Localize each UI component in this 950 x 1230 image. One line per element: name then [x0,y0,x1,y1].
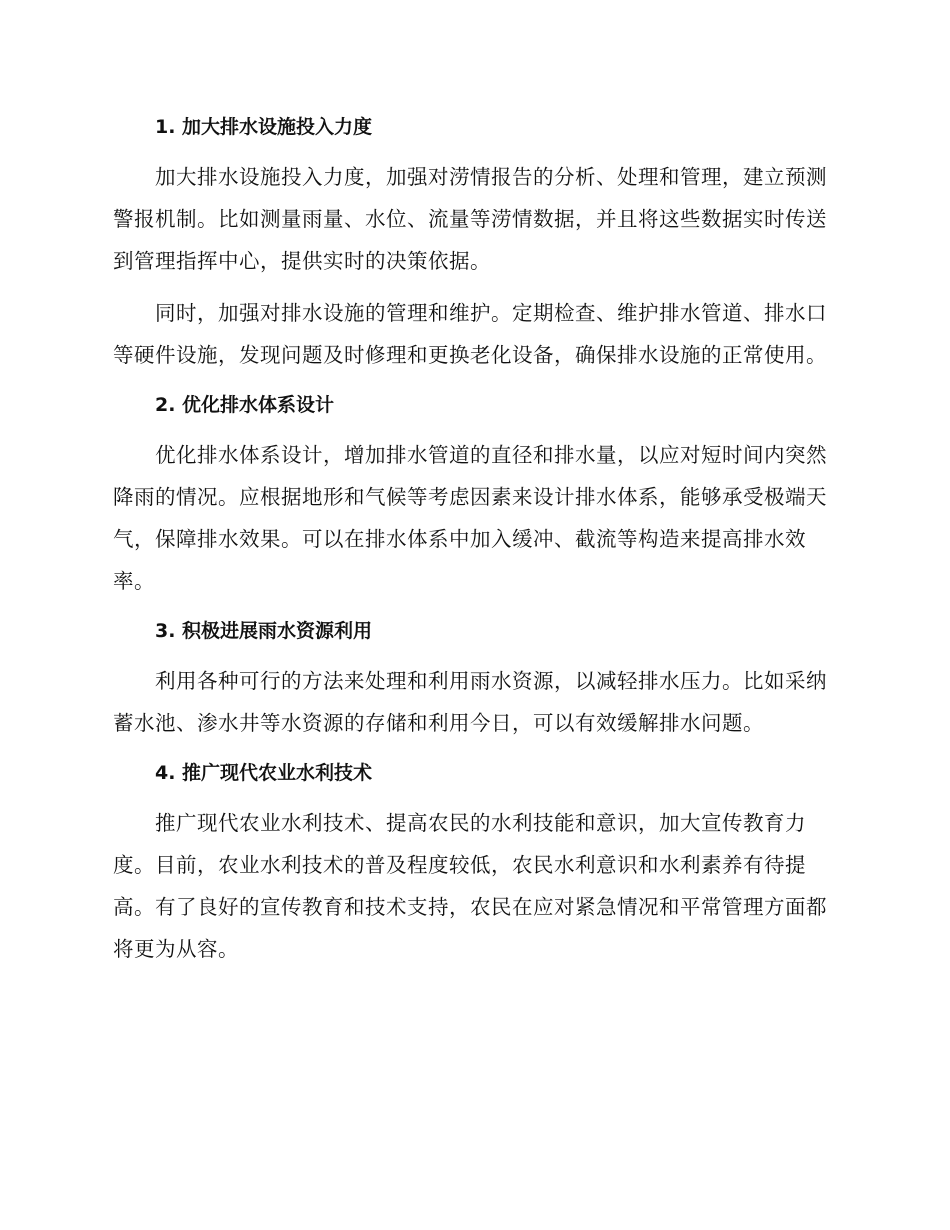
section-heading: 4. 推广现代农业水利技术 [155,762,373,784]
section-2 [113,386,833,602]
paragraph: 利用各种可行的方法来处理和利用雨水资源，以减轻排水压力。比如采纳蓄水池、渗水井等水资源的存储和利用今日，可以有效缓解排水问题。 [113,669,827,735]
section-1 [113,108,833,376]
section-heading: 1. 加大排水设施投入力度 [155,116,373,138]
paragraph: 同时，加强对排水设施的管理和维护。定期检查、维护排水管道、排水口等硬件设施，发现问题及时修理和更换老化设备，确保排水设施的正常使用。 [113,301,827,367]
paragraph: 优化排水体系设计，增加排水管道的直径和排水量，以应对短时间内突然降雨的情况。应根据地形和气候等考虑因素来设计排水体系，能够承受极端天气，保障排水效果。可以在排水体系中加入缓冲、截流等构造来提高排水效率。 [113,443,827,593]
section-heading: 2. 优化排水体系设计 [155,394,335,416]
paragraph: 推广现代农业水利技术、提高农民的水利技能和意识，加大宣传教育力度。目前，农业水利技术的普及程度较低，农民水利意识和水利素养有待提高。有了良好的宣传教育和技术支持，农民在应对紧急情况和平常管理方面都将更为从容。 [113,811,827,961]
section-4 [113,754,833,970]
section-3 [113,612,833,744]
paragraph: 加大排水设施投入力度，加强对涝情报告的分析、处理和管理，建立预测警报机制。比如测量雨量、水位、流量等涝情数据，并且将这些数据实时传送到管理指挥中心，提供实时的决策依据。 [113,165,827,273]
section-heading: 3. 积极进展雨水资源利用 [155,620,373,642]
document-page [113,108,833,980]
